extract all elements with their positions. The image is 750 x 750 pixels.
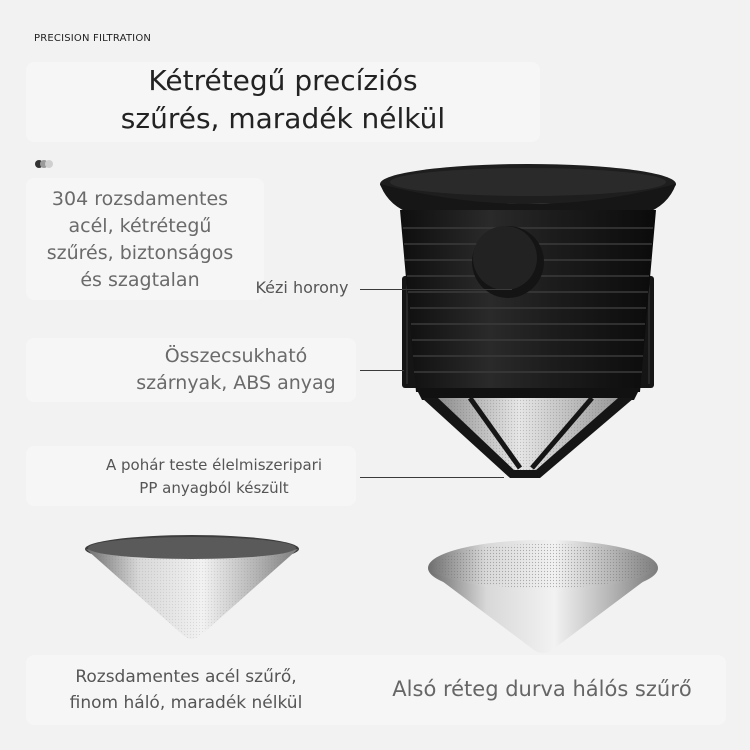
callout-body <box>74 454 354 500</box>
callout-wings-line-1: Összecsukható <box>164 345 308 367</box>
feature-line-2: acél, kétrétegű <box>68 215 212 237</box>
feature-line-3: szűrés, biztonságos <box>46 242 234 264</box>
caption-left-line-1: Rozsdamentes acél szűrő, <box>75 667 297 687</box>
caption-right: Alsó réteg durva hálós szűrő <box>392 677 692 701</box>
callout-body-line-2: PP anyagból készült <box>139 479 289 497</box>
title-line-1: Kétrétegű precíziós <box>148 64 418 97</box>
callout-wings <box>120 343 352 397</box>
caption-left <box>30 664 342 716</box>
callout-groove: Kézi horony <box>255 278 349 297</box>
section-tag: PRECISION FILTRATION <box>34 33 152 44</box>
callout-wings-line-2: szárnyak, ABS anyag <box>136 372 336 394</box>
feature-line-1: 304 rozsdamentes <box>51 188 229 210</box>
callout-body-line-1: A pohár teste élelmiszeripari <box>105 456 323 474</box>
feature-line-4: és szagtalan <box>80 269 200 291</box>
callout-wings-line <box>360 370 404 371</box>
callout-body-line <box>360 477 504 478</box>
callout-groove-line <box>360 289 512 290</box>
title-line-2: szűrés, maradék nélkül <box>120 102 446 135</box>
caption-left-line-2: finom háló, maradék nélkül <box>69 693 303 713</box>
